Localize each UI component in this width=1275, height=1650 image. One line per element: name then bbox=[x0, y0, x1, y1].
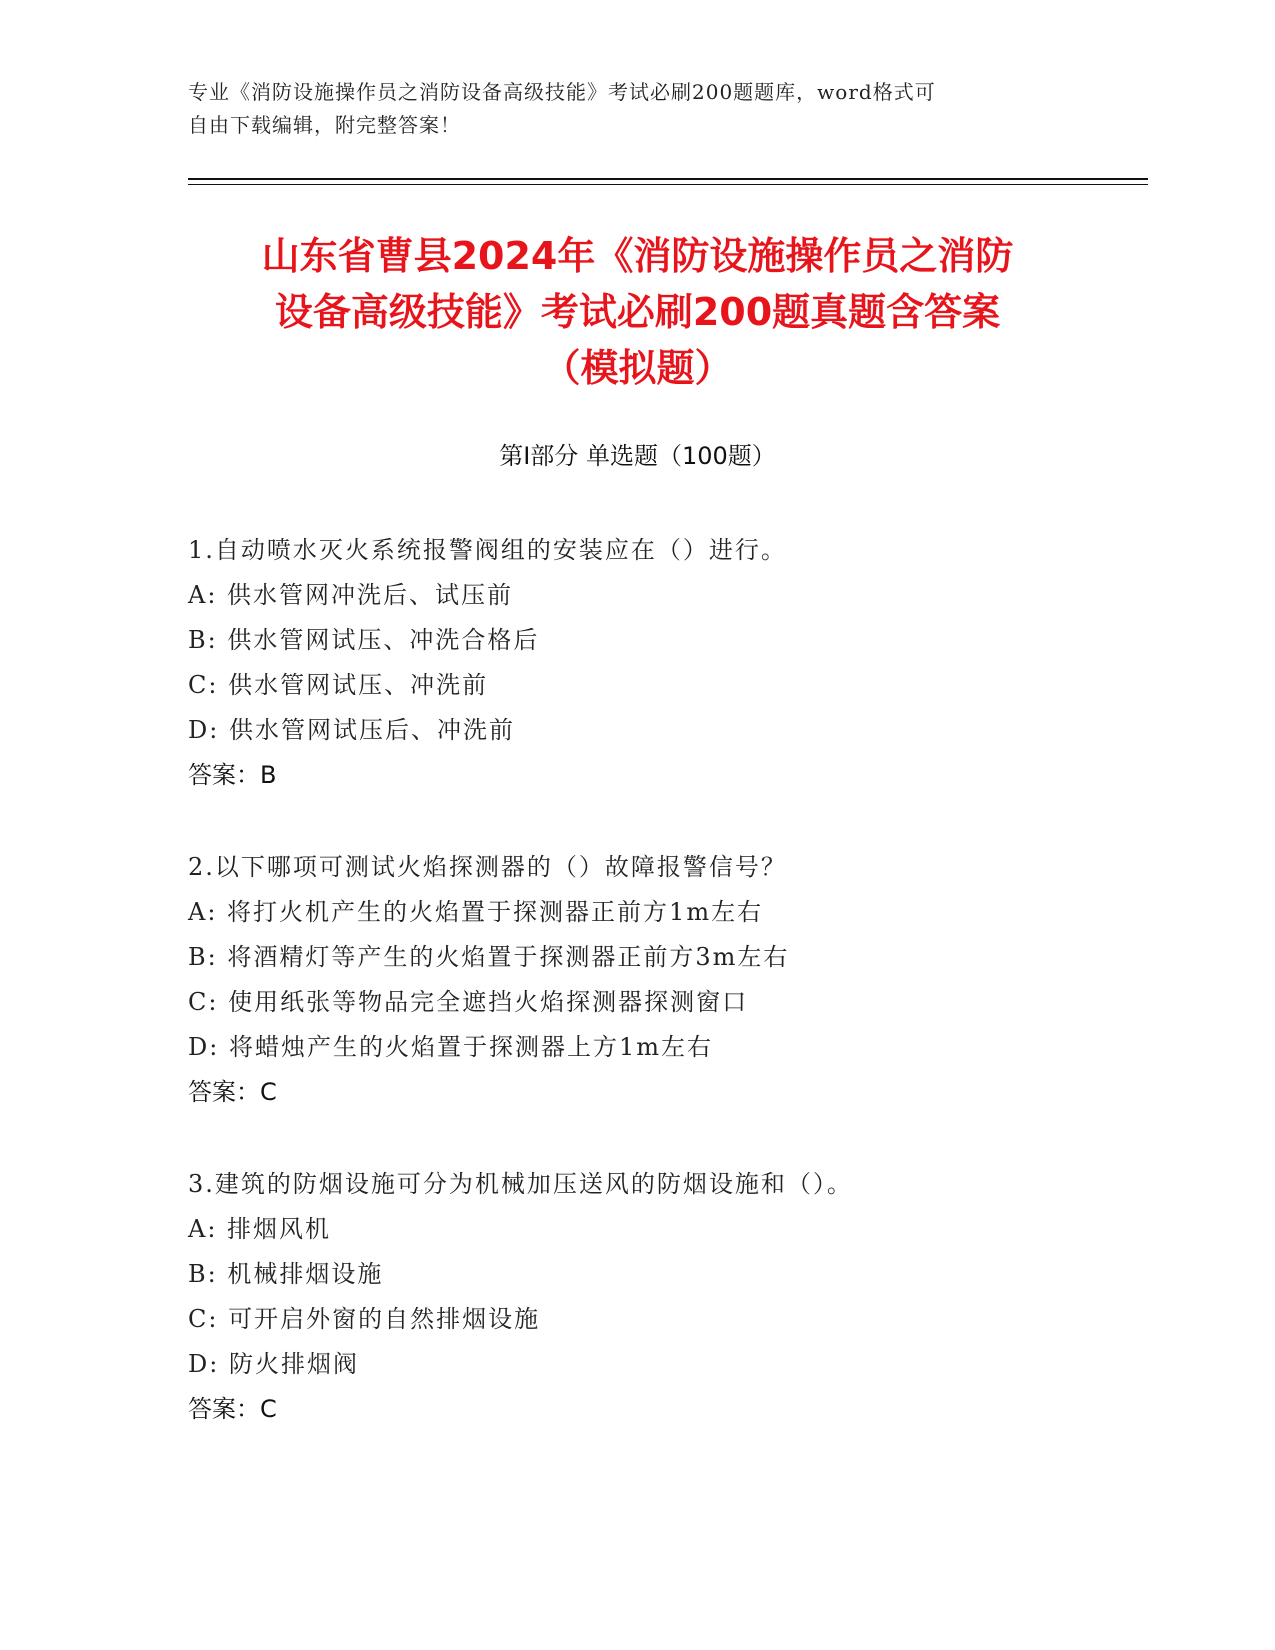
option-a: A: 将打火机产生的火焰置于探测器正前方1m左右 bbox=[188, 898, 764, 926]
option-b: B: 机械排烟设施 bbox=[188, 1260, 384, 1288]
answer: 答案：C bbox=[188, 1395, 277, 1423]
header-note-line-2: 自由下载编辑，附完整答案！ bbox=[188, 113, 461, 137]
section-title: 第Ⅰ部分 单选题（100题） bbox=[499, 442, 776, 470]
document-header-note bbox=[188, 76, 1088, 142]
option-a: A: 排烟风机 bbox=[188, 1215, 332, 1243]
option-d: D: 将蜡烛产生的火焰置于探测器上方1m左右 bbox=[188, 1033, 713, 1061]
option-c: C: 使用纸张等物品完全遮挡火焰探测器探测窗口 bbox=[188, 988, 749, 1016]
question-1 bbox=[188, 528, 1148, 798]
option-b: B: 将酒精灯等产生的火焰置于探测器正前方3m左右 bbox=[188, 943, 790, 971]
answer: 答案：C bbox=[188, 1078, 277, 1106]
question-stem: 3.建筑的防烟设施可分为机械加压送风的防烟设施和（）。 bbox=[188, 1170, 853, 1198]
question-2 bbox=[188, 845, 1148, 1115]
title-line-2: 设备高级技能》考试必刷200题真题含答案 bbox=[274, 290, 1001, 334]
title-line-3: （模拟题） bbox=[542, 346, 733, 390]
answer: 答案：B bbox=[188, 761, 277, 789]
header-note-line-1: 专业《消防设施操作员之消防设备高级技能》考试必刷200题题库，word格式可 bbox=[188, 80, 936, 104]
question-stem: 1.自动喷水灭火系统报警阀组的安装应在（）进行。 bbox=[188, 536, 787, 564]
question-3 bbox=[188, 1162, 1148, 1432]
question-stem: 2.以下哪项可测试火焰探测器的（）故障报警信号？ bbox=[188, 853, 787, 881]
option-a: A: 供水管网冲洗后、试压前 bbox=[188, 581, 514, 609]
option-d: D: 防火排烟阀 bbox=[188, 1350, 359, 1378]
document-title bbox=[180, 228, 1095, 396]
title-line-1: 山东省曹县2024年《消防设施操作员之消防 bbox=[261, 234, 1014, 278]
option-c: C: 供水管网试压、冲洗前 bbox=[188, 671, 489, 699]
header-divider-thin bbox=[188, 184, 1148, 185]
option-d: D: 供水管网试压后、冲洗前 bbox=[188, 716, 515, 744]
option-b: B: 供水管网试压、冲洗合格后 bbox=[188, 626, 540, 654]
header-divider-thick bbox=[188, 178, 1148, 180]
option-c: C: 可开启外窗的自然排烟设施 bbox=[188, 1305, 541, 1333]
